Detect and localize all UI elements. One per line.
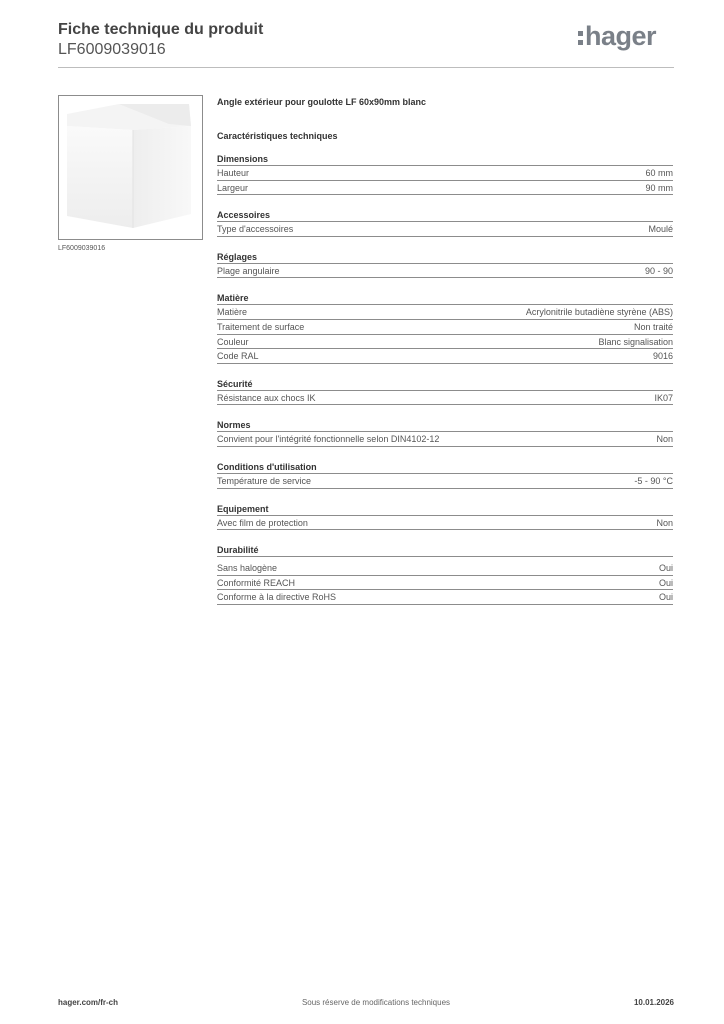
section-title: Conditions d'utilisation [217,461,673,474]
section-normes [217,419,673,447]
row-value: Oui [658,592,673,603]
row-label: Convient pour l'intégrité fonctionnelle selon DIN4102-12 [217,434,440,445]
row-value: Non traité [633,321,673,332]
footer-disclaimer: Sous réserve de modifications techniques [301,998,451,1007]
table-row [217,432,673,447]
section-title: Durabilité [217,544,673,557]
section-title: Equipement [217,503,673,516]
page-footer [58,998,674,1007]
row-label: Température de service [217,475,312,486]
table-row [217,349,673,364]
row-value: Oui [658,563,673,574]
section-equipement [217,503,673,531]
row-value: Non [656,434,673,445]
table-row [217,305,673,320]
row-value: Non [656,517,673,528]
product-image-caption: LF6009039016 [58,245,106,252]
row-value: 90 - 90 [644,265,673,276]
technical-sheet [217,97,673,605]
document-title: Fiche technique du produit [58,21,264,38]
table-row [217,516,673,531]
section-matiere [217,292,673,363]
row-label: Couleur [217,336,249,347]
row-value: -5 - 90 °C [634,475,673,486]
table-row [217,335,673,350]
product-name: Angle extérieur pour goulotte LF 60x90mm blanc [217,97,427,107]
product-angle-illustration [59,96,202,239]
table-row [217,320,673,335]
table-row [217,264,673,279]
row-value: 90 mm [645,182,673,193]
hager-logo [578,22,656,50]
logo-text: hager [584,21,656,51]
section-accessoires [217,209,673,237]
section-title: Sécurité [217,378,673,391]
row-label: Sans halogène [217,563,278,574]
section-title: Matière [217,292,673,305]
product-reference: LF6009039016 [58,41,166,58]
row-value: 60 mm [645,168,673,178]
footer-date: 10.01.2026 [633,998,674,1007]
section-dimensions [217,153,673,195]
logo-dots-icon [578,31,583,45]
row-label: Conforme à la directive RoHS [217,592,337,603]
row-value: Acrylonitrile butadiène styrène (ABS) [525,307,673,318]
row-label: Plage angulaire [217,265,280,276]
table-row [217,474,673,489]
row-value: 9016 [652,351,673,362]
row-value: Moulé [648,224,673,235]
footer-website-link[interactable]: hager.com/fr-ch [58,998,119,1007]
section-title: Réglages [217,251,673,264]
section-title: Normes [217,419,673,432]
section-securite [217,378,673,406]
row-value: Blanc signalisation [598,336,673,347]
row-label: Hauteur [217,168,250,178]
product-image [58,95,203,240]
row-label: Largeur [217,182,249,193]
table-row [217,576,673,591]
row-value: Oui [658,577,673,588]
table-row [217,391,673,406]
row-label: Type d'accessoires [217,224,294,235]
section-title: Accessoires [217,209,673,222]
row-label: Avec film de protection [217,517,308,528]
table-row [217,166,673,181]
table-row [217,222,673,237]
section-reglages [217,251,673,279]
row-label: Matière [217,307,248,318]
row-label: Résistance aux chocs IK [217,392,316,403]
table-row [217,590,673,605]
row-value: IK07 [654,392,673,403]
section-title: Dimensions [217,153,673,166]
section-durabilite [217,544,673,605]
row-label: Traitement de surface [217,321,305,332]
table-row [217,561,673,576]
row-label: Conformité REACH [217,577,296,588]
table-row [217,181,673,196]
section-conditions-utilisation [217,461,673,489]
characteristics-title: Caractéristiques techniques [217,131,338,141]
page-header [58,20,674,68]
row-label: Code RAL [217,351,259,362]
